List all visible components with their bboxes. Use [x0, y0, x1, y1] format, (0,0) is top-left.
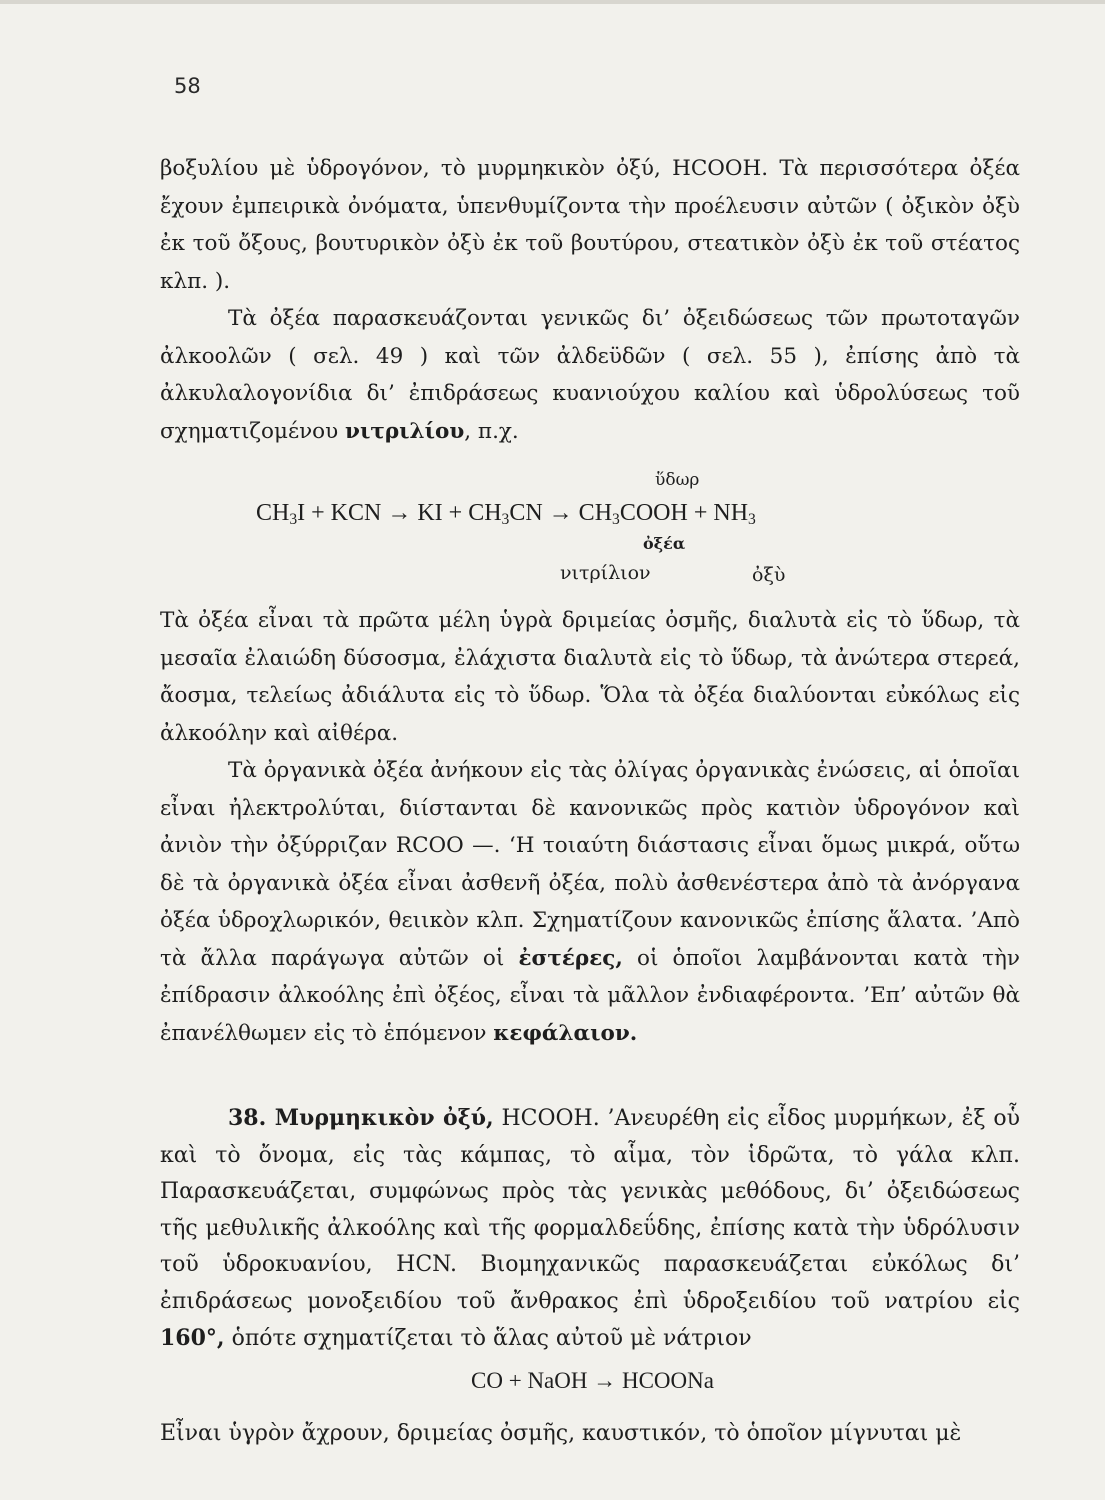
section-38-end: ὁπότε σχηματίζεται τὸ ἅλας αὐτοῦ μὲ νάτριον: [224, 1326, 752, 1351]
reaction-equation-formate: CO + NaOH → HCOONa: [471, 1368, 714, 1393]
term-chapter: κεφάλαιον.: [493, 1020, 638, 1046]
section-38-heading: 38. Μυρμηκικὸν ὀξύ,: [228, 1105, 494, 1131]
label-acids-bold: ὀξέα: [643, 534, 686, 553]
section-38-paragraph: [160, 1100, 1020, 1358]
text-block-middle: [160, 602, 1020, 1052]
reaction-equation-nitrile: [160, 470, 1020, 600]
paragraph-2: [160, 300, 1020, 450]
section-38-text: HCOOH. ’Ανευρέθη εἰς εἶδος μυρμήκων, ἐξ οὗ καὶ τὸ ὄνομα, εἰς τὰς κάμπας, τὸ αἷμα, τὸν ἱδρῶτα, τὸ γάλα κλπ. Παρασκευάζεται, συμφώνως πρὸς τὰς γενικὰς μεθόδους, δι’ ὀξειδώσεως τῆς μεθυλικῆς ἀλκοόλης καὶ τῆς φορμαλδεΰδης, ἐπίσης κατὰ τὴν ὑδρόλυσιν τοῦ ὑδροκυανίου, HCN. Βιομηχανικῶς παρασκευάζεται εὐκόλως δι’ ἐπιδράσεως μονοξειδίου τοῦ ἄνθρακος ἐπὶ ὑδροξειδίου τοῦ νατρίου εἰς: [160, 1106, 1020, 1314]
paragraph-2-end: , π.χ.: [464, 418, 519, 444]
section-38: [160, 1100, 1020, 1358]
paragraph-1: [160, 150, 1020, 300]
page-number: 58: [174, 74, 201, 98]
temperature-value: 160°,: [160, 1325, 225, 1351]
equation-line: $CH_3I$ + KCN → KI + $CH_3CN$ → $CH_3COOH + NH_3$: [256, 500, 756, 528]
paragraph-4-cont: οἱ ὁποῖοι λαμβάνονται κατὰ τὴν ἐπίδρασιν ἀλκοόλης ἐπὶ ὀξέος, εἶναι τὰ μᾶλλον ἐνδιαφέροντα. ’Επ’ αὐτῶν θὰ ἐπανέλθωμεν εἰς τὸ ἑπόμενον: [160, 945, 1020, 1046]
label-water: ὕδωρ: [655, 470, 700, 490]
term-esters: ἐστέρες,: [518, 945, 623, 971]
term-nitrile: νιτριλίου: [345, 418, 465, 444]
paragraph-3-text: Τὰ ὀξέα εἶναι τὰ πρῶτα μέλη ὑγρὰ δριμείας ὀσμῆς, διαλυτὰ εἰς τὸ ὕδωρ, τὰ μεσαῖα ἐλαιώδη δύσοσμα, ἐλάχιστα διαλυτὰ εἰς τὸ ὕδωρ, τὰ ἀνώτερα στερεά, ἄοσμα, τελείως ἀδιάλυτα εἰς τὸ ὕδωρ. Ὅλα τὰ ὀξέα διαλύονται εὐκόλως εἰς ἀλκοόλην καὶ αἰθέρα.: [160, 608, 1020, 746]
paragraph-4: [160, 752, 1020, 1052]
label-acid: ὀξὺ: [752, 564, 786, 586]
paragraph-3: [160, 602, 1020, 752]
last-line: Εἶναι ὑγρὸν ἄχρουν, δριμείας ὀσμῆς, καυστικόν, τὸ ὁποῖον μίγνυται μὲ: [160, 1421, 962, 1446]
paragraph-2-text: Τὰ ὀξέα παρασκευάζονται γενικῶς δι’ ὀξειδώσεως τῶν πρωτοταγῶν ἀλκοολῶν ( σελ. 49 ) καὶ τῶν ἀλδεϋδῶν ( σελ. 55 ), ἐπίσης ἀπὸ τὰ ἀλκυλαλογονίδια δι’ ἐπιδράσεως κυανιούχου καλίου καὶ ὑδρολύσεως τοῦ σχηματιζομένου: [160, 306, 1020, 444]
text-block-top: [160, 150, 1020, 450]
paragraph-4-text: Τὰ ὀργανικὰ ὀξέα ἀνήκουν εἰς τὰς ὀλίγας ὀργανικὰς ἐνώσεις, αἱ ὁποῖαι εἶναι ἠλεκτρολύται, διίστανται δὲ κανονικῶς πρὸς κατιὸν ὑδρογόνον καὶ ἀνιὸν τὴν ὀξύρριζαν RCOO —. ‘Η τοιαύτη διάστασις εἶναι ὅμως μικρά, οὕτω δὲ τὰ ὀργανικὰ ὀξέα εἶναι ἀσθενῆ ὀξέα, πολὺ ἀσθενέστερα ἀπὸ τὰ ἀνόργανα ὀξέα ὑδροχλωρικόν, θειικὸν κλπ. Σχηματίζουν κανονικῶς ἐπίσης ἅλατα. ’Απὸ τὰ ἄλλα παράγωγα αὐτῶν οἱ: [160, 758, 1020, 971]
paragraph-1-text: βοξυλίου μὲ ὑδρογόνον, τὸ μυρμηκικὸν ὀξύ, HCOOH. Τὰ περισσότερα ὀξέα ἔχουν ἐμπειρικὰ ὀνόματα, ὑπενθυμίζοντα τὴν προέλευσιν αὐτῶν ( ὀξικὸν ὀξὺ ἐκ τοῦ ὄξους, βουτυρικὸν ὀξὺ ἐκ τοῦ βουτύρου, στεατικὸν ὀξὺ ἐκ τοῦ στέατος κλπ. ).: [160, 156, 1020, 294]
label-nitrile: νιτρίλιον: [560, 562, 651, 584]
page-top-edge: [0, 0, 1105, 4]
